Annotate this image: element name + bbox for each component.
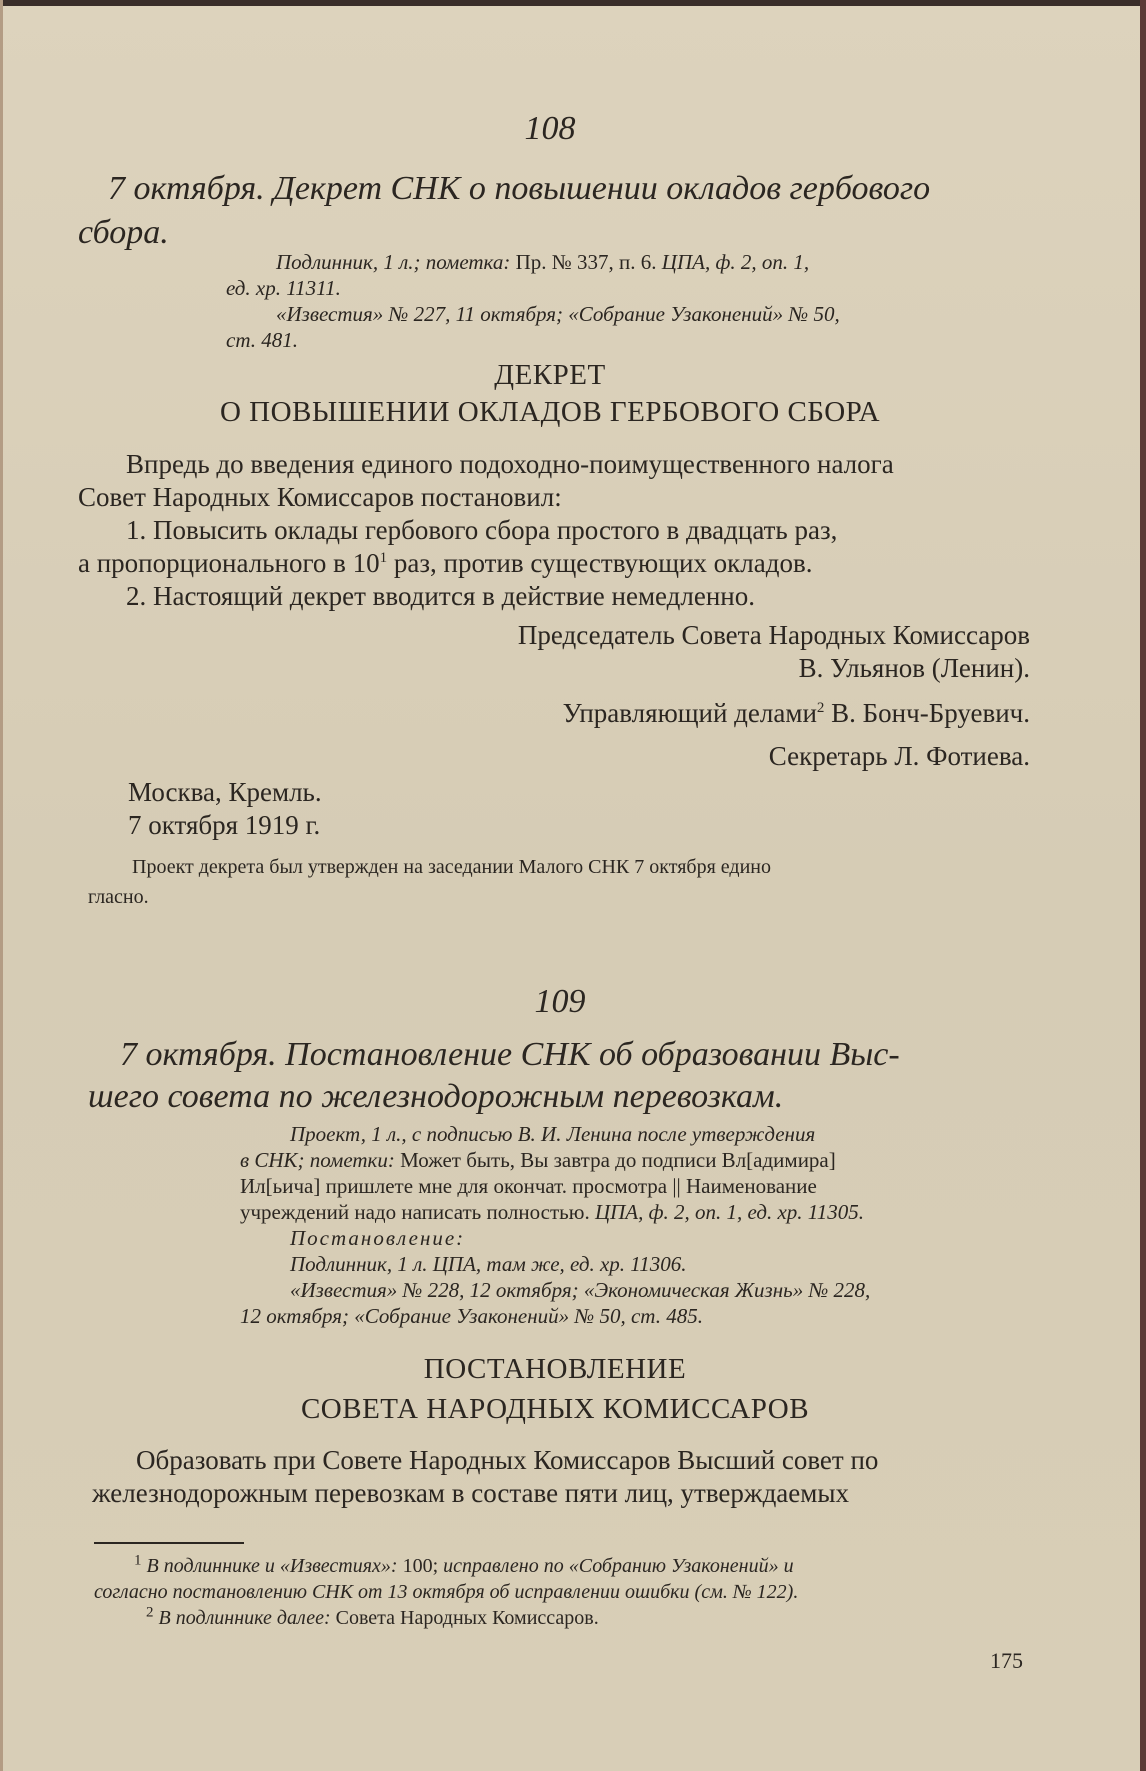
doc-109-src2-label: Постановление: [290,1226,466,1250]
footnote-1-label: В подлиннике и «Известиях»: [146,1555,398,1577]
doc-108-para1-line1: Впредь до введения единого подоходно-поимущественного налога [126,449,894,479]
doc-108-place: Москва, Кремль. [128,777,322,807]
doc-108-para1-line2: Совет Народных Комиссаров постановил: [78,482,562,512]
doc-108-heading-subject: О ПОВЫШЕНИИ ОКЛАДОВ ГЕРБОВОГО СБОРА [219,396,881,428]
doc-108-note-line1: Проект декрета был утвержден на заседании Малого СНК 7 октября едино [132,856,771,878]
footnote-separator [94,1542,244,1544]
doc-109-src3-line1: «Известия» № 228, 12 октября; «Экономическая Жизнь» № 228, [290,1278,871,1302]
footnote-2-mark: 2 [146,1604,154,1621]
signature-manager [300,697,1030,730]
doc-109-body-line2: железнодорожным перевозкам в составе пяти лиц, утверждаемых [92,1478,850,1508]
src1-marks-text: Может быть, Вы завтра до подписи Вл[адимира] [400,1148,836,1172]
page-top-edge [0,0,1146,6]
source-mark: Пр. № 337, п. 6. [515,250,657,274]
doc-109-title-line2: шего совета по железнодорожным перевозкам. [88,1078,784,1115]
item1-text-b: раз, против существующих окладов. [387,548,813,578]
doc-109-src1-line1 [290,1122,1030,1146]
manager-title: Управляющий делами [562,698,817,728]
footnote-1-value: 100; [397,1555,439,1577]
doc-108-heading-decree: ДЕКРЕТ [494,359,606,391]
footnote-ref-2[interactable]: 2 [816,700,825,716]
doc-109-src1-line3: Ил[ьича] пришлете мне для окончат. просмотра || Наименование [240,1174,817,1198]
footnote-1-mark: 1 [134,1552,142,1569]
doc-108-note-line2: гласно. [88,886,149,908]
doc-109-src1-line2 [240,1148,1040,1172]
doc-108-date: 7 октября 1919 г. [128,810,321,840]
doc-109-src1-line4 [240,1200,1040,1224]
doc-108-publication-line1: «Известия» № 227, 11 октября; «Собрание Узаконений» № 50, [276,302,840,326]
source-archive: ЦПА, ф. 2, оп. 1, [661,250,810,274]
doc-109-title-line1: 7 октября. Постановление СНК об образовании Выс- [120,1036,900,1073]
src1-draft-label: Проект, 1 л., с подписью В. И. Ленина после утверждения [290,1122,816,1146]
doc-108-source-line1 [276,250,1026,274]
source-label: Подлинник, 1 л.; пометка: [276,250,511,274]
doc-109-heading-resolution: ПОСТАНОВЛЕНИЕ [423,1353,687,1385]
src1-marks-label: в СНК; пометки: [240,1148,395,1172]
doc-109-number: 109 [534,983,586,1020]
doc-108-title-line2: сбора. [78,214,169,251]
page-number: 175 [990,1648,1023,1673]
footnote-2-text: Совета Народных Комиссаров. [330,1607,599,1629]
src1-archive: ЦПА, ф. 2, оп. 1, ед. хр. 11305. [594,1200,864,1224]
item1-text-a: а пропорционального в 10 [78,548,380,578]
doc-108-publication-line2: ст. 481. [226,328,298,352]
doc-109-body-line1: Образовать при Совете Народных Комиссаров Высший совет по [136,1445,879,1475]
src1-marks-end: учреждений надо написать полностью. [240,1200,590,1224]
page-right-edge [1140,0,1146,1771]
doc-109-src3-line2: 12 октября; «Собрание Узаконений» № 50, ст. 485. [240,1304,703,1328]
signature-chairman-name: В. Ульянов (Ленин). [798,653,1030,683]
footnote-1-line2: согласно постановлению СНК от 13 октября об исправлении ошибки (см. № 122). [94,1581,799,1603]
signature-secretary: Секретарь Л. Фотиева. [768,741,1030,771]
footnote-ref-1[interactable]: 1 [379,550,388,566]
page-left-edge [0,0,3,1771]
doc-109-src2-line: Подлинник, 1 л. ЦПА, там же, ед. хр. 11306. [290,1252,687,1276]
footnote-1-correction: исправлено по «Собранию Узаконений» и [438,1555,794,1577]
footnote-2 [146,1606,1026,1631]
doc-108-number: 108 [524,110,576,147]
doc-108-item2: 2. Настоящий декрет вводится в действие немедленно. [126,581,756,611]
signature-chairman-title: Председатель Совета Народных Комиссаров [517,620,1030,650]
manager-name: В. Бонч-Бруевич. [824,698,1030,728]
doc-108-title-line1: 7 октября. Декрет СНК о повышении окладов гербового [108,170,931,207]
doc-108-source-line2: ед. хр. 11311. [226,276,341,300]
doc-109-heading-council: СОВЕТА НАРОДНЫХ КОМИССАРОВ [300,1393,810,1425]
footnote-2-label: В подлиннике далее: [158,1607,331,1629]
doc-108-item1-line1: 1. Повысить оклады гербового сбора простого в двадцать раз, [126,515,838,545]
doc-108-item1-line2 [78,547,1038,580]
footnote-1-line1 [134,1554,1044,1579]
